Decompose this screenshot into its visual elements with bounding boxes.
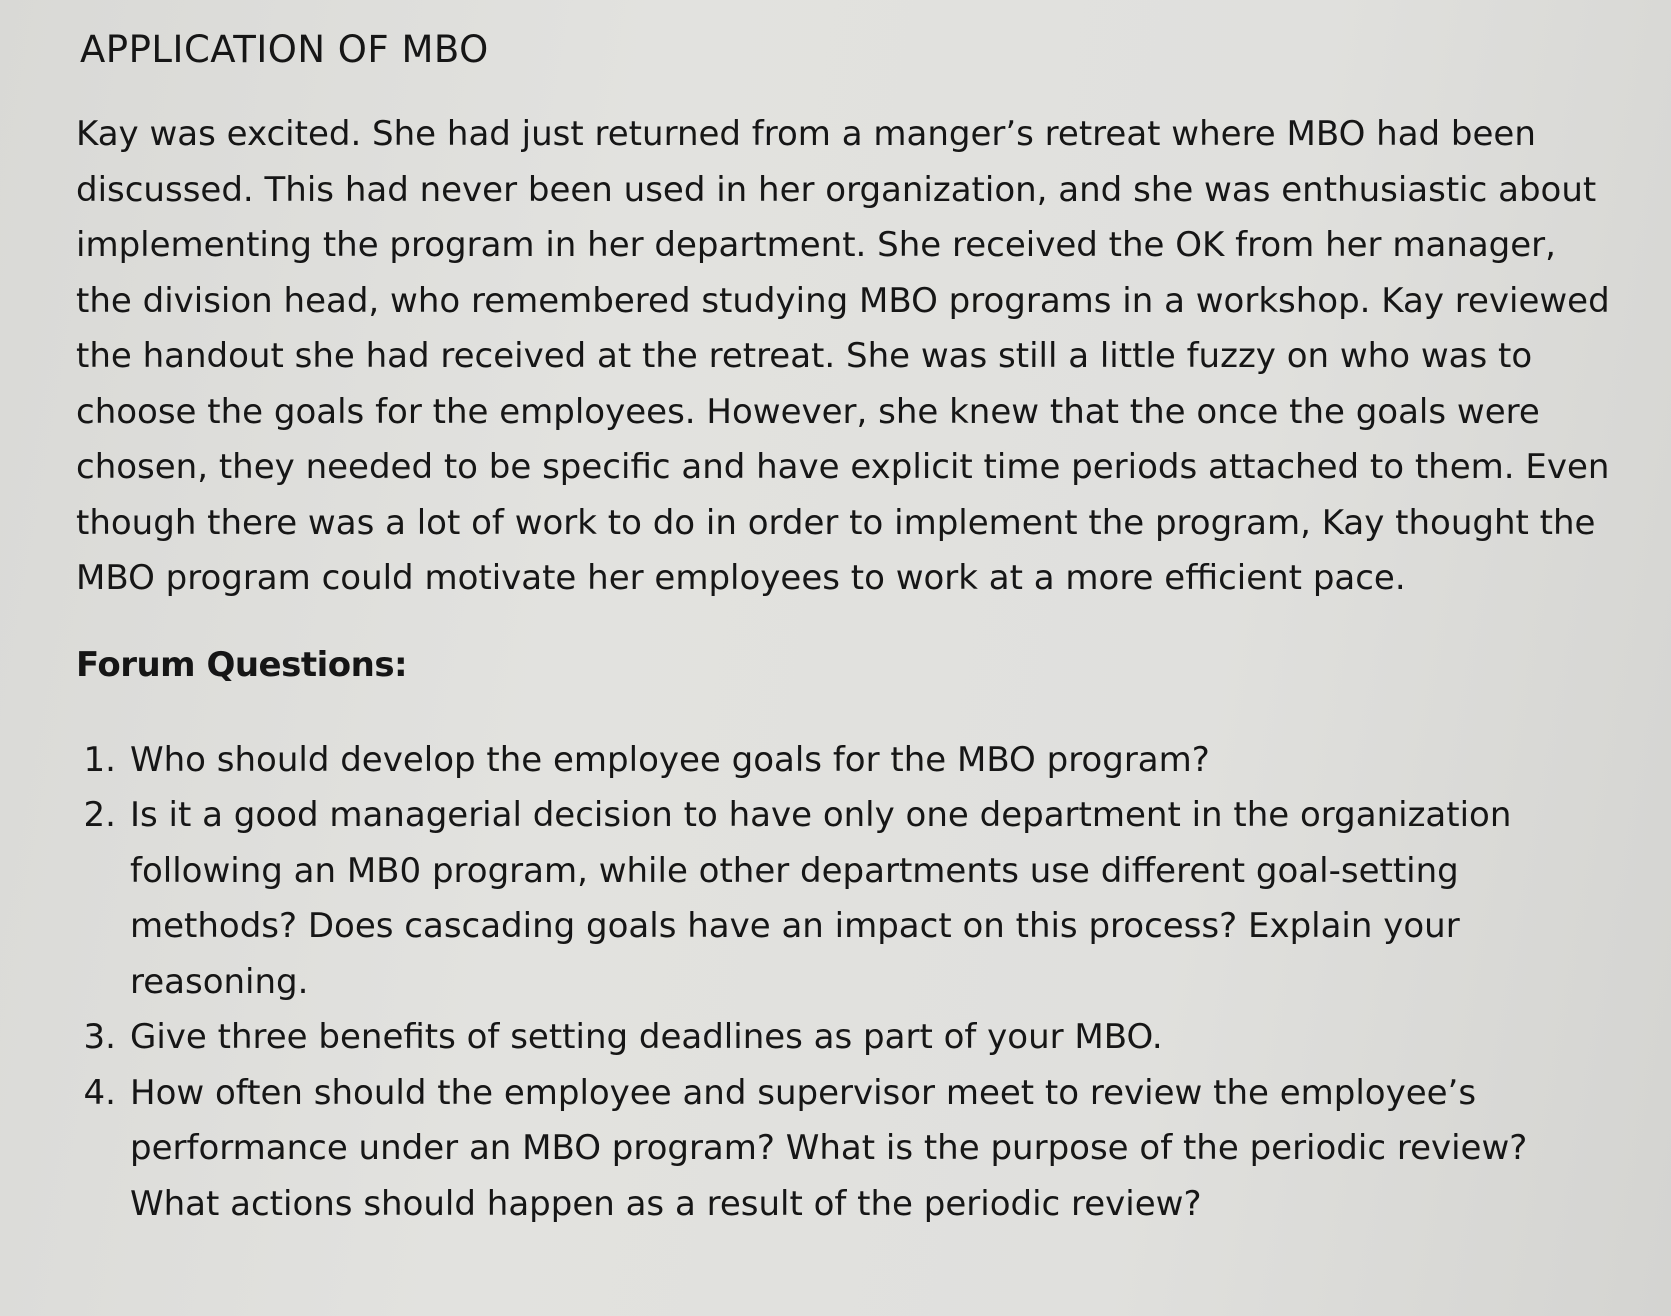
- question-number: 3.: [83, 1017, 116, 1057]
- question-text: How often should the employee and supervisor meet to review the employee’s performance under an MBO program? What is the purpose of the periodic review? What actions should happen as a result of the periodic review?: [130, 1072, 1528, 1224]
- question-text: Who should develop the employee goals for the MBO program?: [130, 739, 1210, 780]
- question-text: Give three benefits of setting deadlines as part of your MBO.: [130, 1017, 1163, 1057]
- question-item-3: [76, 1010, 1611, 1066]
- question-number: 2.: [83, 795, 116, 835]
- document-title: APPLICATION OF MBO: [80, 28, 489, 71]
- forum-questions-list: [76, 733, 1611, 1233]
- question-number: 1.: [83, 739, 116, 780]
- case-study-paragraph: Kay was excited. She had just returned from a manger’s retreat where MBO had been discussed. This had never been used in her organization, and she was enthusiastic about implementing the program in her department. She received the OK from her manager, the division head, who remembered studying MBO programs in a workshop. Kay reviewed the handout she had received at the retreat. She was still a little fuzzy on who was to choose the goals for the employees. However, she knew that the once the goals were chosen, they needed to be specific and have explicit time periods attached to them. Even though there was a lot of work to do in order to implement the program, Kay thought the MBO program could motivate her employees to work at a more efficient pace.: [76, 114, 1610, 598]
- question-item-4: [76, 1066, 1611, 1233]
- question-number: 4.: [83, 1072, 116, 1113]
- question-text: Is it a good managerial decision to have only one department in the organization following an MB0 program, while other departments use different goal-setting methods? Does cascading goals have an impact on this process? Explain your reasoning.: [130, 795, 1512, 1002]
- question-item-1: [76, 733, 1611, 789]
- forum-questions-heading: Forum Questions:: [76, 644, 408, 685]
- question-item-2: [76, 788, 1611, 1010]
